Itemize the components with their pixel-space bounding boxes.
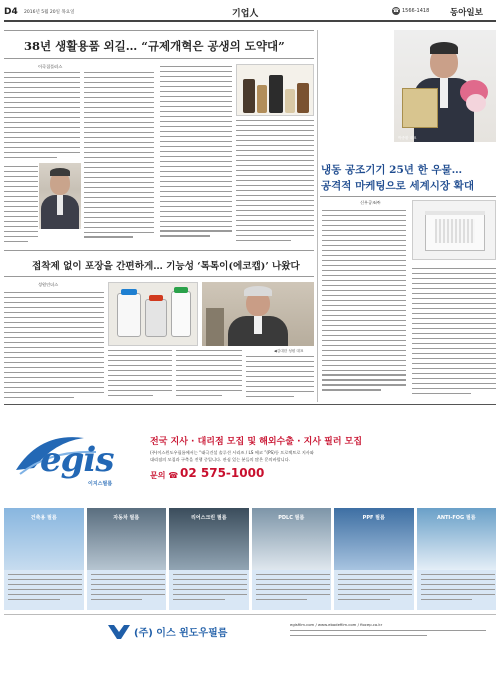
ad-brand-name: egis — [40, 440, 114, 480]
egis-logo — [10, 428, 128, 490]
product-photo — [236, 64, 314, 116]
article-3-byline: 성원인더스 — [38, 282, 59, 287]
product-label: PDLC 필름 — [278, 515, 305, 521]
product-card[interactable] — [417, 508, 497, 610]
product-label: PPF 필름 — [362, 515, 385, 521]
article-1-column-1 — [4, 72, 80, 162]
article-1-column-1-lower — [4, 166, 38, 244]
ad-phone-label: 문의 ☎ — [150, 471, 179, 480]
article-2-column-2 — [412, 268, 496, 398]
ad-section — [4, 408, 496, 688]
product-label: 건축용 필름 — [30, 515, 57, 521]
paper-brand: 동아일보 — [450, 8, 483, 18]
product-label: ANTI-FOG 필름 — [436, 515, 476, 521]
ad-description-line-2: 대리점의 모집과 구축을 진행 중입니다. 관심 있는 분들의 많은 문의바랍니다. — [150, 457, 291, 462]
ad-brand-subtitle: 이지스필름 — [88, 481, 113, 487]
ad-headline: 전국 지사 · 대리점 모집 및 해외수출 · 지사 필러 모집 — [150, 437, 363, 447]
ceiling-ac-photo — [412, 200, 496, 260]
phone-icon: ☎ — [392, 8, 400, 14]
award-photo-caption: 박종환 대표 — [398, 136, 417, 140]
product-card[interactable] — [4, 508, 84, 610]
award-portrait-photo — [394, 30, 496, 142]
section-title: 기업人 — [232, 9, 259, 19]
product-card[interactable] — [334, 508, 414, 610]
ad-phone-number[interactable]: 02 575-1000 — [180, 466, 265, 480]
article-2-headline-line-2: 공격적 마케팅으로 세계시장 확대 — [321, 180, 474, 192]
article-3-column-1 — [4, 292, 104, 400]
product-card[interactable] — [252, 508, 332, 610]
company-address — [290, 630, 486, 644]
product-row — [4, 508, 496, 610]
article-3-photo-caption: ◀김대한 성원 대표 — [274, 349, 304, 353]
article-1-byline: 이곡집플러스 — [38, 64, 63, 69]
article-2-byline: 신우공조㈜ — [360, 200, 381, 205]
product-card[interactable] — [169, 508, 249, 610]
product-label: 리어스크린 필름 — [190, 515, 227, 521]
ad-description-line-1: (주)이스윈도우필름에서는 “태극건설 솔루션 시리즈 / LS 에코 ”(PS)등 프로젝트로 지사와 — [150, 450, 314, 455]
article-2-column-1 — [322, 210, 406, 398]
ceo-kim-portrait-photo — [202, 282, 314, 346]
company-logo-icon — [108, 624, 130, 638]
product-card[interactable] — [87, 508, 167, 610]
article-1-column-4 — [236, 120, 314, 246]
article-2-headline-line-1: 냉동 공조기기 25년 한 우물… — [321, 164, 463, 176]
product-label: 자동차 필름 — [113, 515, 140, 521]
company-website[interactable]: egisfilm.com / www.ebodefilm.com / fiocep.co.kr — [290, 622, 383, 627]
article-3-headline: 접착제 없이 포장을 간편하게… 기능성 ‘톡톡이(에코캡)’ 나왔다 — [32, 261, 300, 272]
eco-cap-product-photo — [108, 282, 198, 346]
article-1-headline: 38년 생활용품 외길… “규제개혁은 공생의 도약대” — [24, 39, 285, 53]
page-number: D4 — [4, 7, 18, 17]
masthead — [0, 0, 500, 22]
article-3-column-3 — [176, 350, 242, 400]
company-name: (주) 이스 윈도우필름 — [134, 628, 228, 639]
issue-date: 2016년 5월 20일 목요일 — [24, 10, 75, 15]
article-3-column-4 — [246, 356, 314, 400]
phone-number: 1566-1418 — [402, 8, 430, 14]
article-3-column-2 — [108, 350, 172, 400]
article-1-column-3 — [160, 66, 232, 246]
article-1-column-2 — [84, 72, 154, 246]
ceo-portrait-photo — [39, 163, 81, 229]
